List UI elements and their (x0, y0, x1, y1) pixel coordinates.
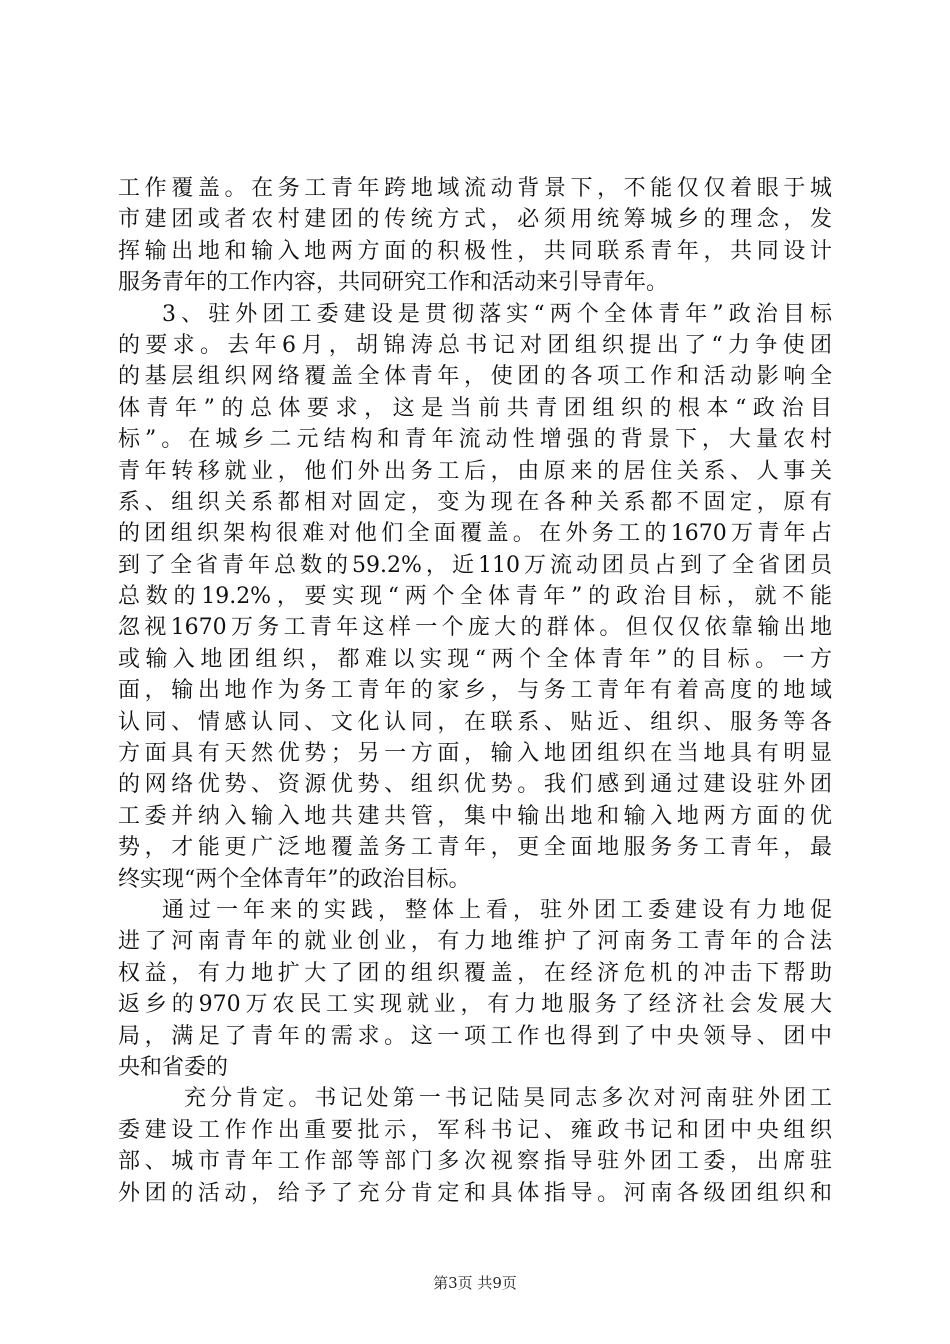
text-line: 委建设工作作出重要批示，军科书记、雍政书记和团中央组织 (118, 1117, 832, 1143)
text-line: 服务青年的工作内容，共同研究工作和活动来引导青年。 (118, 270, 669, 296)
text-line: 工委并纳入输入地共建共管，集中输出地和输入地两方面的优 (118, 803, 832, 829)
text-line: 外团的活动，给予了充分肯定和具体指导。河南各级团组织和 (118, 1180, 832, 1206)
text-line: 忽视1670万务工青年这样一个庞大的群体。但仅仅依靠输出地 (118, 615, 832, 641)
text-line: 挥输出地和输入地两方面的积极性，共同联系青年，共同设计 (118, 238, 832, 264)
text-line: 的团组织架构很难对他们全面覆盖。在外务工的1670万青年占 (118, 521, 832, 547)
text-line: 面，输出地作为务工青年的家乡，与务工青年有着高度的地域 (118, 678, 832, 704)
text-line: 到了全省青年总数的59.2%，近110万流动团员占到了全省团员 (118, 552, 832, 578)
text-line: 局，满足了青年的需求。这一项工作也得到了中央领导、团中 (118, 1023, 832, 1049)
text-line: 通过一年来的实践，整体上看，驻外团工委建设有力地促 (162, 897, 832, 923)
text-line: 权益，有力地扩大了团的组织覆盖，在经济危机的冲击下帮助 (118, 960, 832, 986)
text-line: 工作覆盖。在务工青年跨地域流动背景下，不能仅仅着眼于城 (118, 176, 832, 201)
text-line: 进了河南青年的就业创业，有力地维护了河南务工青年的合法 (118, 929, 832, 955)
text-line: 充分肯定。书记处第一书记陆昊同志多次对河南驻外团工 (184, 1086, 832, 1112)
text-line: 的基层组织网络覆盖全体青年，使团的各项工作和活动影响全 (118, 364, 832, 390)
text-line: 部、城市青年工作部等部门多次视察指导驻外团工委，出席驻 (118, 1149, 832, 1175)
page-number: 第3页 共9页 (433, 1274, 517, 1292)
text-line: 3、驻外团工委建设是贯彻落实“两个全体青年”政治目标 (162, 301, 832, 327)
text-line: 青年转移就业，他们外出务工后，由原来的居住关系、人事关 (118, 458, 832, 484)
text-line: 认同、情感认同、文化认同，在联系、贴近、组织、服务等各 (118, 709, 832, 735)
text-line: 方面具有天然优势；另一方面，输入地团组织在当地具有明显 (118, 741, 832, 767)
text-line: 总数的19.2%，要实现“两个全体青年”的政治目标，就不能 (118, 584, 832, 610)
text-line: 终实现“两个全体青年”的政治目标。 (118, 866, 471, 892)
text-line: 或输入地团组织，都难以实现“两个全体青年”的目标。一方 (118, 646, 832, 672)
text-line: 的要求。去年6月，胡锦涛总书记对团组织提出了“力争使团 (118, 332, 832, 358)
text-line: 体青年”的总体要求，这是当前共青团组织的根本“政治目 (118, 395, 832, 421)
text-line: 央和省委的 (118, 1054, 229, 1080)
text-line: 势，才能更广泛地覆盖务工青年，更全面地服务务工青年，最 (118, 835, 832, 861)
text-line: 的网络优势、资源优势、组织优势。我们感到通过建设驻外团 (118, 772, 832, 798)
page-footer (0, 1272, 950, 1293)
body-text (118, 173, 832, 1209)
text-line: 标”。在城乡二元结构和青年流动性增强的背景下，大量农村 (118, 427, 832, 453)
text-line: 返乡的970万农民工实现就业，有力地服务了经济社会发展大 (118, 992, 832, 1018)
text-line: 市建团或者农村建团的传统方式，必须用统筹城乡的理念，发 (118, 207, 832, 233)
text-line: 系、组织关系都相对固定，变为现在各种关系都不固定，原有 (118, 489, 832, 515)
